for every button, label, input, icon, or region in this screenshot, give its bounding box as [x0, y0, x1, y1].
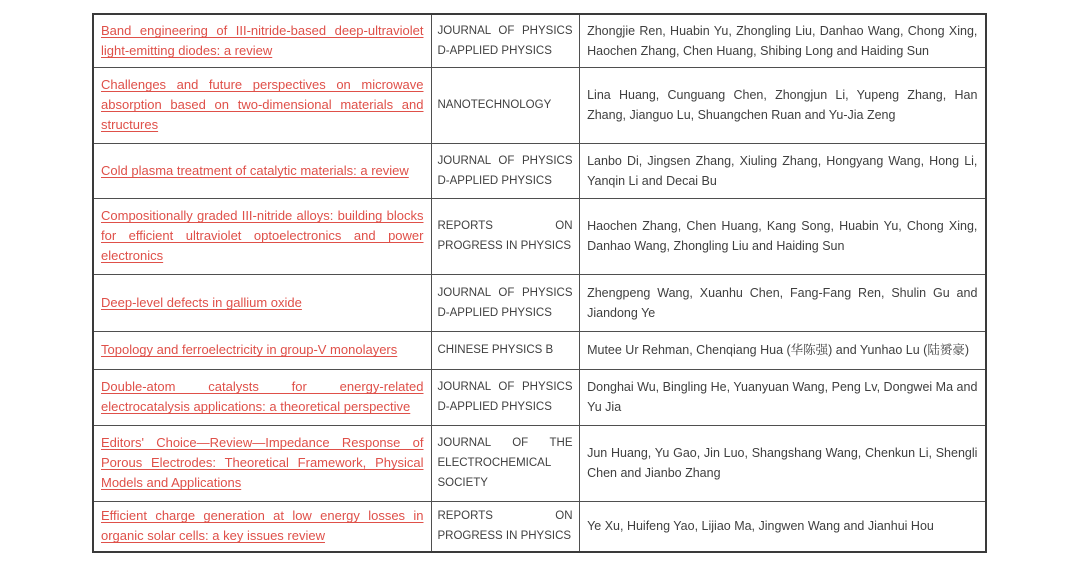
article-title-link[interactable]: Band engineering of III-nitride-based deep-ultraviolet light-emitting diodes: a review	[101, 22, 424, 58]
article-title-link[interactable]: Challenges and future perspectives on microwave absorption based on two-dimensional materials and structures	[101, 77, 424, 132]
authors-cell: Donghai Wu, Bingling He, Yuanyuan Wang, Peng Lv, Dongwei Ma and Yu Jia	[579, 369, 986, 425]
article-title-link[interactable]: Efficient charge generation at low energy losses in organic solar cells: a key issues review	[101, 508, 424, 544]
authors-cell: Zhongjie Ren, Huabin Yu, Zhongling Liu, Danhao Wang, Chong Xing, Haochen Zhang, Chen Huang, Shibing Long and Haiding Sun	[579, 14, 986, 67]
article-title-link[interactable]: Topology and ferroelectricity in group-V monolayers	[101, 342, 398, 357]
table-row	[93, 67, 986, 143]
table-row	[93, 14, 986, 67]
article-title-cell	[93, 274, 431, 331]
article-title-cell	[93, 369, 431, 425]
journal-name-cell: REPORTS ON PROGRESS IN PHYSICS	[431, 501, 579, 552]
authors-cell: Haochen Zhang, Chen Huang, Kang Song, Huabin Yu, Chong Xing, Danhao Wang, Zhongling Liu and Haiding Sun	[579, 198, 986, 274]
article-title-cell	[93, 143, 431, 198]
journal-name-cell: JOURNAL OF THE ELECTROCHEMICAL SOCIETY	[431, 425, 579, 501]
authors-cell: Lina Huang, Cunguang Chen, Zhongjun Li, Yupeng Zhang, Han Zhang, Jianguo Lu, Shuangchen Ruan and Yu-Jia Zeng	[579, 67, 986, 143]
article-title-link[interactable]: Double-atom catalysts for energy-related electrocatalysis applications: a theoretical perspective	[101, 379, 424, 414]
publications-table	[92, 13, 987, 553]
article-title-cell	[93, 14, 431, 67]
journal-name-cell: JOURNAL OF PHYSICS D-APPLIED PHYSICS	[431, 143, 579, 198]
article-title-link[interactable]: Cold plasma treatment of catalytic materials: a review	[101, 162, 409, 178]
article-title-cell	[93, 425, 431, 501]
publications-table-body	[93, 14, 986, 552]
table-row	[93, 369, 986, 425]
article-title-link[interactable]: Editors' Choice—Review—Impedance Response of Porous Electrodes: Theoretical Framework, Physical Models and Applications	[101, 435, 424, 490]
table-row	[93, 501, 986, 552]
journal-name-cell: JOURNAL OF PHYSICS D-APPLIED PHYSICS	[431, 14, 579, 67]
journal-name-cell: JOURNAL OF PHYSICS D-APPLIED PHYSICS	[431, 274, 579, 331]
table-row	[93, 198, 986, 274]
journal-name-cell: NANOTECHNOLOGY	[431, 67, 579, 143]
article-title-cell	[93, 501, 431, 552]
journal-name-cell: REPORTS ON PROGRESS IN PHYSICS	[431, 198, 579, 274]
authors-cell: Zhengpeng Wang, Xuanhu Chen, Fang-Fang Ren, Shulin Gu and Jiandong Ye	[579, 274, 986, 331]
authors-cell: Ye Xu, Huifeng Yao, Lijiao Ma, Jingwen Wang and Jianhui Hou	[579, 501, 986, 552]
article-title-link[interactable]: Compositionally graded III-nitride alloys: building blocks for efficient ultraviolet optoelectronics and power electronics	[101, 208, 424, 263]
article-title-link[interactable]: Deep-level defects in gallium oxide	[101, 294, 302, 310]
article-title-cell	[93, 331, 431, 369]
authors-cell: Mutee Ur Rehman, Chenqiang Hua (华陈强) and Yunhao Lu (陆赟豪)	[579, 331, 986, 369]
authors-cell: Jun Huang, Yu Gao, Jin Luo, Shangshang Wang, Chenkun Li, Shengli Chen and Jianbo Zhang	[579, 425, 986, 501]
table-row	[93, 425, 986, 501]
authors-cell: Lanbo Di, Jingsen Zhang, Xiuling Zhang, Hongyang Wang, Hong Li, Yanqin Li and Decai Bu	[579, 143, 986, 198]
article-title-cell	[93, 67, 431, 143]
journal-name-cell: JOURNAL OF PHYSICS D-APPLIED PHYSICS	[431, 369, 579, 425]
table-row	[93, 143, 986, 198]
article-title-cell	[93, 198, 431, 274]
table-row	[93, 274, 986, 331]
journal-name-cell: CHINESE PHYSICS B	[431, 331, 579, 369]
table-row	[93, 331, 986, 369]
